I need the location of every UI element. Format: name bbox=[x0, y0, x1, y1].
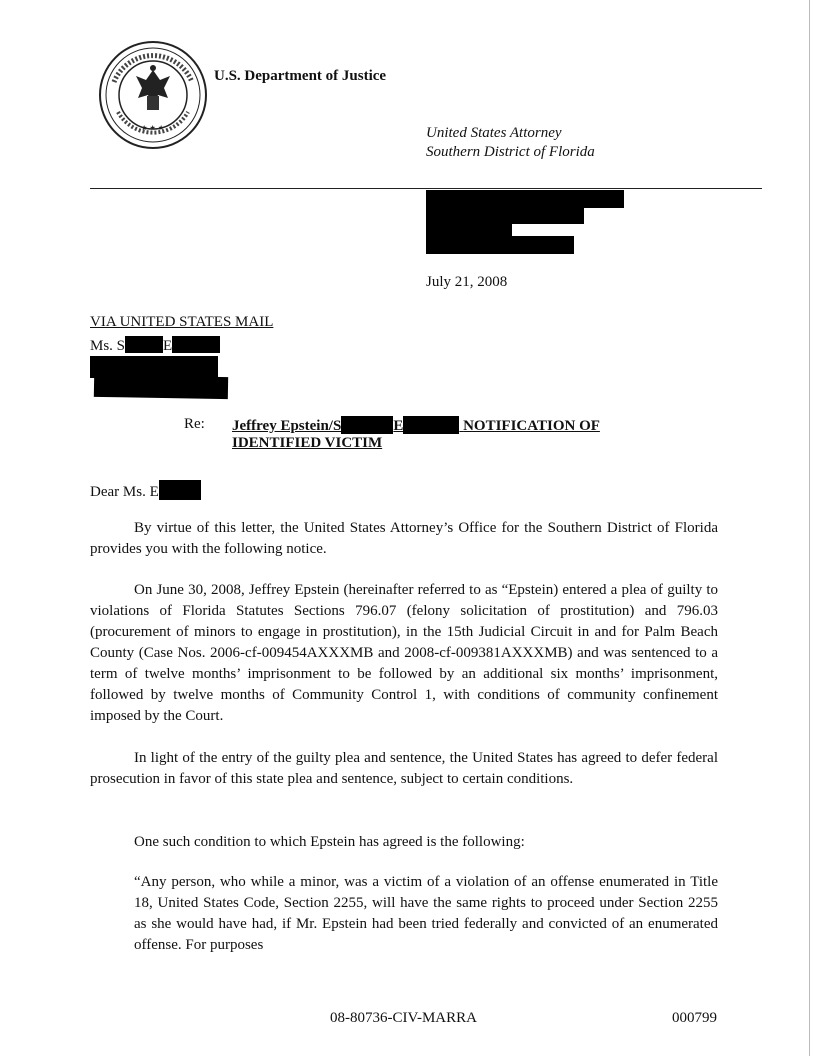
recipient-mid: E bbox=[163, 338, 173, 354]
redaction-block bbox=[125, 336, 163, 353]
body-paragraph bbox=[90, 832, 718, 853]
body-paragraph bbox=[90, 748, 718, 790]
quoted-condition: “Any person, who while a minor, was a victim of a violation of an offense enumerated in Title 18, United States Code, Section 2255, will have the same rights to proceed under Section 2255 as she would have had, if Mr. Epstein had been tried federally and convicted of an enumerated offense. For purposes bbox=[134, 874, 718, 953]
re-subject-line1 bbox=[232, 416, 600, 435]
redaction-block bbox=[341, 416, 393, 434]
office-district: Southern District of Florida bbox=[426, 144, 595, 160]
case-number: 08-80736-CIV-MARRA bbox=[330, 1010, 477, 1026]
redaction-block bbox=[403, 416, 459, 434]
delivery-method: VIA UNITED STATES MAIL bbox=[90, 314, 274, 330]
department-name: U.S. Department of Justice bbox=[214, 68, 387, 84]
re-subject-name: Jeffrey Epstein/S bbox=[232, 418, 342, 434]
paragraph-text: One such condition to which Epstein has agreed is the following: bbox=[134, 834, 525, 850]
redaction-block bbox=[94, 375, 228, 399]
redaction-block bbox=[426, 223, 512, 237]
office-title: United States Attorney bbox=[426, 125, 562, 141]
body-paragraph bbox=[90, 580, 718, 727]
letter-date: July 21, 2008 bbox=[426, 274, 508, 290]
re-label: Re: bbox=[184, 416, 205, 432]
re-subject-line2: IDENTIFIED VICTIM bbox=[232, 435, 383, 451]
doj-seal bbox=[98, 40, 208, 150]
recipient-line bbox=[90, 336, 220, 355]
re-subject-initial: E bbox=[393, 418, 404, 434]
bates-number: 000799 bbox=[672, 1010, 717, 1026]
recipient-prefix: Ms. S bbox=[90, 338, 126, 354]
salutation bbox=[90, 480, 201, 501]
redaction-block bbox=[426, 236, 574, 254]
page-edge bbox=[809, 0, 810, 1056]
redaction-block bbox=[172, 336, 220, 353]
re-subject-notification: NOTIFICATION OF bbox=[463, 418, 600, 434]
salutation-text: Dear Ms. E bbox=[90, 484, 159, 500]
paragraph-text: By virtue of this letter, the United States Attorney’s Office for the Southern District of Florida provides you with the following notice. bbox=[90, 520, 718, 557]
re-subject bbox=[232, 416, 600, 452]
redaction-block bbox=[426, 207, 584, 224]
header-rule bbox=[90, 188, 762, 189]
body-paragraph bbox=[90, 518, 718, 560]
paragraph-text: On June 30, 2008, Jeffrey Epstein (hereinafter referred to as “Epstein) entered a plea of guilty to violations of Florida Statutes Sections 796.07 (felony solicitation of prostitution) and 796.03 (procurement of minors to engage in prostitution), in the 15th Judicial Circuit in and for Palm Beach County (Case Nos. 2006-cf-009454AXXXMB and 2008-cf-009381AXXXMB) and was sentenced to a term of twelve months’ imprisonment to be followed by an additional six months’ imprisonment, followed by twelve months of Community Control 1, with conditions of community confinement imposed by the Court. bbox=[90, 582, 718, 724]
redaction-block bbox=[426, 190, 624, 208]
redaction-block bbox=[159, 480, 201, 500]
paragraph-text: In light of the entry of the guilty plea and sentence, the United States has agreed to defer federal prosecution in favor of this state plea and sentence, subject to certain conditions. bbox=[90, 750, 718, 787]
office-block bbox=[426, 124, 595, 162]
svg-text:★ ★ ★: ★ ★ ★ bbox=[141, 124, 165, 132]
